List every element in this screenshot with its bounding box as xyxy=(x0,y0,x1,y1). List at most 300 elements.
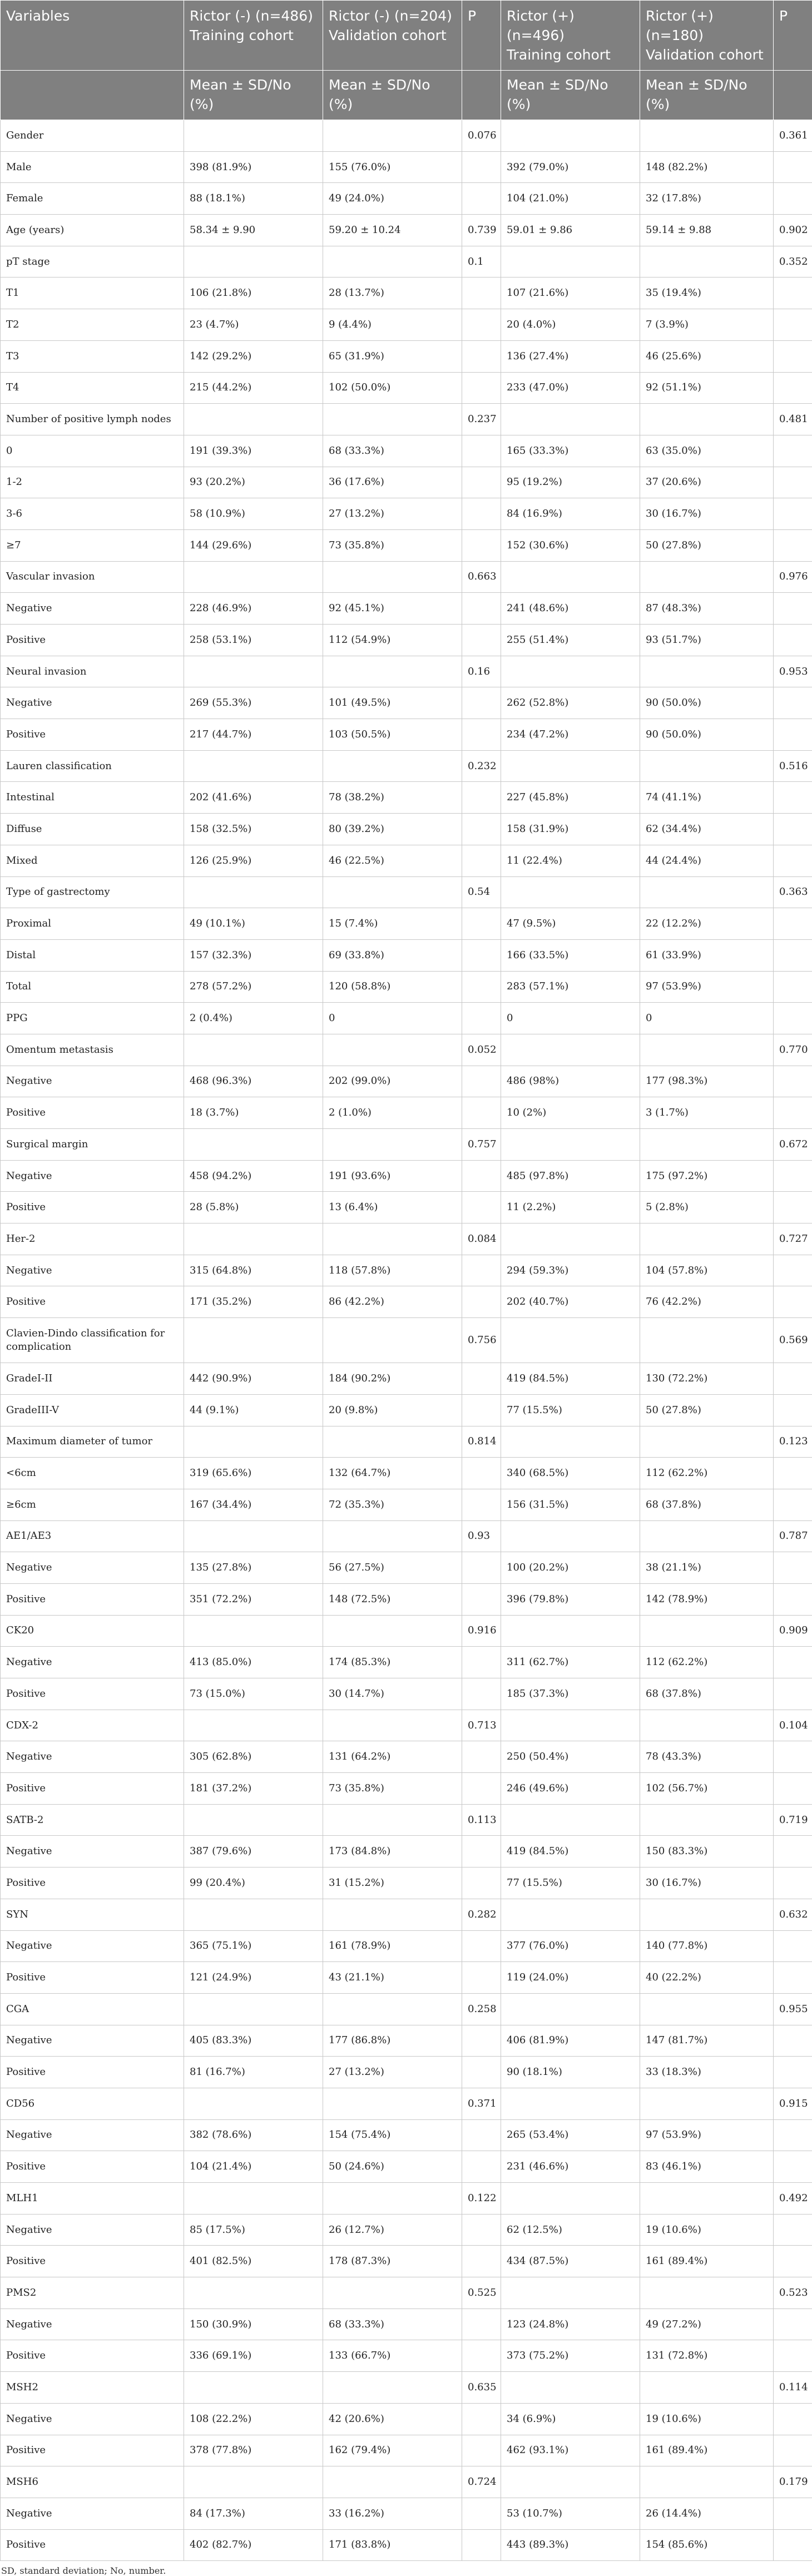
cell-p-neg xyxy=(462,1962,501,1994)
cell-p-pos xyxy=(774,309,812,341)
cell-variable: GradeIII-V xyxy=(1,1394,184,1426)
cell-neg-training xyxy=(184,2372,323,2404)
cell-pos-training: 185 (37.3%) xyxy=(501,1678,640,1710)
table-row xyxy=(1,1160,812,1192)
cell-pos-training: 136 (27.4%) xyxy=(501,340,640,372)
cell-p-neg: 0.54 xyxy=(462,876,501,908)
table-row xyxy=(1,593,812,625)
cell-p-pos xyxy=(774,372,812,404)
cell-neg-training: 73 (15.0%) xyxy=(184,1678,323,1710)
cell-p-neg xyxy=(462,2151,501,2183)
cell-neg-training: 405 (83.3%) xyxy=(184,2025,323,2057)
cell-p-pos xyxy=(774,814,812,845)
cell-p-pos: 0.179 xyxy=(774,2466,812,2498)
cell-pos-training: 166 (33.5%) xyxy=(501,939,640,971)
cell-pos-validation xyxy=(640,404,774,435)
cell-neg-validation: 30 (14.7%) xyxy=(323,1678,462,1710)
cell-neg-training: 88 (18.1%) xyxy=(184,183,323,215)
cell-pos-validation: 93 (51.7%) xyxy=(640,625,774,656)
cell-p-neg xyxy=(462,687,501,719)
cell-pos-validation: 131 (72.8%) xyxy=(640,2340,774,2372)
cell-neg-validation xyxy=(323,2183,462,2215)
cell-neg-validation: 102 (50.0%) xyxy=(323,372,462,404)
cell-pos-training: 152 (30.6%) xyxy=(501,529,640,561)
cell-pos-training: 20 (4.0%) xyxy=(501,309,640,341)
cell-neg-validation: 80 (39.2%) xyxy=(323,814,462,845)
cell-variable: Positive xyxy=(1,2151,184,2183)
cell-pos-validation: 175 (97.2%) xyxy=(640,1160,774,1192)
header-p-neg: P xyxy=(462,1,501,71)
cell-neg-validation: 27 (13.2%) xyxy=(323,498,462,530)
table-row xyxy=(1,1962,812,1994)
cell-neg-training: 85 (17.5%) xyxy=(184,2214,323,2246)
cell-variable: Positive xyxy=(1,1867,184,1899)
cell-neg-validation: 112 (54.9%) xyxy=(323,625,462,656)
cell-pos-training: 234 (47.2%) xyxy=(501,719,640,751)
cell-neg-training: 336 (69.1%) xyxy=(184,2340,323,2372)
cell-neg-training: 158 (32.5%) xyxy=(184,814,323,845)
cell-variable: Positive xyxy=(1,2057,184,2088)
cell-pos-training: 231 (46.6%) xyxy=(501,2151,640,2183)
cell-pos-validation: 142 (78.9%) xyxy=(640,1583,774,1615)
cell-neg-validation xyxy=(323,1899,462,1930)
cell-pos-training: 104 (21.0%) xyxy=(501,183,640,215)
table-row xyxy=(1,561,812,593)
cell-p-pos: 0.363 xyxy=(774,876,812,908)
table-row xyxy=(1,1552,812,1584)
table-row xyxy=(1,1097,812,1129)
cell-pos-validation xyxy=(640,2372,774,2404)
cell-p-neg xyxy=(462,498,501,530)
cell-neg-training xyxy=(184,656,323,687)
cell-pos-validation: 112 (62.2%) xyxy=(640,1647,774,1678)
cell-neg-training: 84 (17.3%) xyxy=(184,2498,323,2529)
cell-pos-validation: 104 (57.8%) xyxy=(640,1255,774,1286)
cell-p-neg xyxy=(462,2057,501,2088)
table-row xyxy=(1,435,812,467)
cell-p-neg xyxy=(462,309,501,341)
cell-pos-training xyxy=(501,1520,640,1552)
cell-p-pos: 0.361 xyxy=(774,120,812,152)
cell-p-pos: 0.902 xyxy=(774,215,812,246)
table-row xyxy=(1,1993,812,2025)
cell-pos-training: 90 (18.1%) xyxy=(501,2057,640,2088)
cell-pos-validation: 140 (77.8%) xyxy=(640,1930,774,1962)
cell-pos-validation: 38 (21.1%) xyxy=(640,1552,774,1584)
cell-neg-validation: 49 (24.0%) xyxy=(323,183,462,215)
cell-p-pos: 0.104 xyxy=(774,1710,812,1741)
cell-pos-validation: 68 (37.8%) xyxy=(640,1678,774,1710)
cell-p-pos xyxy=(774,2309,812,2340)
cell-variable: MLH1 xyxy=(1,2183,184,2215)
table-row xyxy=(1,2340,812,2372)
cell-pos-training: 59.01 ± 9.86 xyxy=(501,215,640,246)
cell-variable: CK20 xyxy=(1,1615,184,1647)
cell-neg-training xyxy=(184,1318,323,1363)
cell-neg-training xyxy=(184,246,323,278)
cell-neg-training: 228 (46.9%) xyxy=(184,593,323,625)
cell-neg-validation: 20 (9.8%) xyxy=(323,1394,462,1426)
cell-neg-training: 382 (78.6%) xyxy=(184,2119,323,2151)
cell-p-neg xyxy=(462,529,501,561)
table-row xyxy=(1,151,812,183)
cell-pos-training: 419 (84.5%) xyxy=(501,1836,640,1867)
cell-pos-validation: 102 (56.7%) xyxy=(640,1773,774,1805)
cell-neg-training: 305 (62.8%) xyxy=(184,1741,323,1773)
cell-neg-validation xyxy=(323,2466,462,2498)
cell-pos-validation: 97 (53.9%) xyxy=(640,971,774,1003)
cell-neg-validation: 68 (33.3%) xyxy=(323,2309,462,2340)
table-row xyxy=(1,215,812,246)
cell-variable: T4 xyxy=(1,372,184,404)
subheader-col2: Mean ± SD/No (%) xyxy=(323,71,462,120)
cell-variable: GradeI-II xyxy=(1,1363,184,1395)
cell-variable: T1 xyxy=(1,278,184,309)
cell-p-neg xyxy=(462,1647,501,1678)
cell-p-pos xyxy=(774,2214,812,2246)
cell-neg-validation: 2 (1.0%) xyxy=(323,1097,462,1129)
cell-pos-training: 156 (31.5%) xyxy=(501,1489,640,1520)
cell-neg-training: 458 (94.2%) xyxy=(184,1160,323,1192)
cell-variable: AE1/AE3 xyxy=(1,1520,184,1552)
cell-neg-training: 121 (24.9%) xyxy=(184,1962,323,1994)
table-row xyxy=(1,2214,812,2246)
cell-neg-training: 126 (25.9%) xyxy=(184,845,323,876)
cell-neg-validation: 69 (33.8%) xyxy=(323,939,462,971)
cell-p-neg xyxy=(462,1552,501,1584)
cell-neg-training: 319 (65.6%) xyxy=(184,1458,323,1489)
cell-p-pos xyxy=(774,1363,812,1395)
cell-neg-training: 442 (90.9%) xyxy=(184,1363,323,1395)
cell-pos-validation: 32 (17.8%) xyxy=(640,183,774,215)
cell-neg-training xyxy=(184,120,323,152)
cell-p-neg xyxy=(462,2529,501,2561)
cell-neg-training: 81 (16.7%) xyxy=(184,2057,323,2088)
cell-pos-training xyxy=(501,750,640,782)
cell-p-pos: 0.953 xyxy=(774,656,812,687)
table-row xyxy=(1,1034,812,1066)
cell-neg-training: 215 (44.2%) xyxy=(184,372,323,404)
cell-p-neg xyxy=(462,845,501,876)
cell-pos-training xyxy=(501,404,640,435)
cell-neg-validation: 78 (38.2%) xyxy=(323,782,462,814)
cell-variable: Negative xyxy=(1,2025,184,2057)
cell-neg-training xyxy=(184,404,323,435)
table-row xyxy=(1,845,812,876)
cell-p-neg xyxy=(462,1489,501,1520)
table-row xyxy=(1,1426,812,1458)
cell-pos-training: 377 (76.0%) xyxy=(501,1930,640,1962)
cell-pos-training xyxy=(501,2088,640,2119)
cell-p-neg: 0.052 xyxy=(462,1034,501,1066)
cell-variable: Negative xyxy=(1,593,184,625)
subheader-col4: Mean ± SD/No (%) xyxy=(501,71,640,120)
cell-pos-training: 0 xyxy=(501,1003,640,1034)
footnote: SD, standard deviation; No, number. xyxy=(0,2561,812,2576)
cell-neg-training: 93 (20.2%) xyxy=(184,467,323,498)
table-row xyxy=(1,1678,812,1710)
header-p-pos: P xyxy=(774,1,812,71)
cell-neg-validation: 162 (79.4%) xyxy=(323,2435,462,2466)
cell-pos-validation: 37 (20.6%) xyxy=(640,467,774,498)
cell-neg-training: 171 (35.2%) xyxy=(184,1286,323,1318)
table-row xyxy=(1,1741,812,1773)
cell-pos-validation: 7 (3.9%) xyxy=(640,309,774,341)
cell-pos-training: 311 (62.7%) xyxy=(501,1647,640,1678)
cell-pos-training xyxy=(501,1223,640,1255)
cell-neg-training: 278 (57.2%) xyxy=(184,971,323,1003)
cell-p-neg xyxy=(462,183,501,215)
cell-pos-validation xyxy=(640,1804,774,1836)
table-row xyxy=(1,2025,812,2057)
table-row xyxy=(1,2119,812,2151)
cell-variable: Positive xyxy=(1,1286,184,1318)
cell-neg-training: 401 (82.5%) xyxy=(184,2246,323,2277)
cell-variable: Positive xyxy=(1,1773,184,1805)
cell-neg-training: 217 (44.7%) xyxy=(184,719,323,751)
table-row xyxy=(1,2403,812,2435)
table-row xyxy=(1,529,812,561)
cell-neg-training: 398 (81.9%) xyxy=(184,151,323,183)
cell-p-pos xyxy=(774,1192,812,1223)
cell-neg-validation xyxy=(323,561,462,593)
cell-neg-validation: 173 (84.8%) xyxy=(323,1836,462,1867)
cell-p-neg: 0.113 xyxy=(462,1804,501,1836)
cell-neg-training: 23 (4.7%) xyxy=(184,309,323,341)
cell-p-neg xyxy=(462,1097,501,1129)
cell-variable: Maximum diameter of tumor xyxy=(1,1426,184,1458)
cell-neg-training xyxy=(184,1129,323,1161)
cell-neg-training xyxy=(184,1899,323,1930)
cell-neg-training: 99 (20.4%) xyxy=(184,1867,323,1899)
cell-variable: CGA xyxy=(1,1993,184,2025)
cell-pos-training: 84 (16.9%) xyxy=(501,498,640,530)
cell-pos-training: 107 (21.6%) xyxy=(501,278,640,309)
cell-pos-validation: 90 (50.0%) xyxy=(640,687,774,719)
cell-variable: SATB-2 xyxy=(1,1804,184,1836)
cell-p-neg: 0.916 xyxy=(462,1615,501,1647)
cell-p-pos xyxy=(774,2435,812,2466)
cell-p-pos xyxy=(774,1394,812,1426)
cell-neg-validation: 132 (64.7%) xyxy=(323,1458,462,1489)
cell-neg-validation xyxy=(323,1129,462,1161)
cell-p-pos: 0.352 xyxy=(774,246,812,278)
cell-pos-validation xyxy=(640,120,774,152)
cell-p-pos xyxy=(774,845,812,876)
cell-p-neg: 0.1 xyxy=(462,246,501,278)
cell-neg-training xyxy=(184,1426,323,1458)
cell-variable: Distal xyxy=(1,939,184,971)
table-row xyxy=(1,1867,812,1899)
cell-pos-validation: 148 (82.2%) xyxy=(640,151,774,183)
cell-p-pos xyxy=(774,2025,812,2057)
cell-pos-training: 396 (79.8%) xyxy=(501,1583,640,1615)
cell-pos-training xyxy=(501,1034,640,1066)
cell-neg-validation: 174 (85.3%) xyxy=(323,1647,462,1678)
cell-pos-training: 227 (45.8%) xyxy=(501,782,640,814)
cell-neg-validation: 101 (49.5%) xyxy=(323,687,462,719)
cell-neg-validation: 118 (57.8%) xyxy=(323,1255,462,1286)
cell-variable: Female xyxy=(1,183,184,215)
cell-p-pos: 0.719 xyxy=(774,1804,812,1836)
cell-p-neg: 0.525 xyxy=(462,2277,501,2309)
cell-pos-validation xyxy=(640,246,774,278)
table-row xyxy=(1,498,812,530)
cell-p-pos xyxy=(774,1741,812,1773)
table-row xyxy=(1,1394,812,1426)
cell-pos-training xyxy=(501,2466,640,2498)
cell-variable: Positive xyxy=(1,625,184,656)
cell-neg-training: 28 (5.8%) xyxy=(184,1192,323,1223)
cell-p-neg xyxy=(462,2119,501,2151)
cell-variable: 3-6 xyxy=(1,498,184,530)
cell-p-neg xyxy=(462,340,501,372)
cell-pos-training xyxy=(501,876,640,908)
cell-pos-validation xyxy=(640,1426,774,1458)
cell-p-neg: 0.814 xyxy=(462,1426,501,1458)
cell-neg-training: 142 (29.2%) xyxy=(184,340,323,372)
cell-p-neg xyxy=(462,782,501,814)
cell-variable: <6cm xyxy=(1,1458,184,1489)
table-row xyxy=(1,1930,812,1962)
cell-variable: ≥7 xyxy=(1,529,184,561)
cell-pos-training: 77 (15.5%) xyxy=(501,1394,640,1426)
cell-pos-validation: 44 (24.4%) xyxy=(640,845,774,876)
cell-p-pos xyxy=(774,971,812,1003)
cell-pos-validation: 0 xyxy=(640,1003,774,1034)
cell-variable: Proximal xyxy=(1,908,184,940)
cell-pos-validation: 26 (14.4%) xyxy=(640,2498,774,2529)
cell-p-neg xyxy=(462,2309,501,2340)
cell-p-neg: 0.713 xyxy=(462,1710,501,1741)
cell-p-neg: 0.756 xyxy=(462,1318,501,1363)
cell-pos-validation: 19 (10.6%) xyxy=(640,2403,774,2435)
table-row xyxy=(1,1286,812,1318)
table-row xyxy=(1,2498,812,2529)
cell-variable: Neural invasion xyxy=(1,656,184,687)
cell-pos-training: 47 (9.5%) xyxy=(501,908,640,940)
table-row xyxy=(1,939,812,971)
cell-neg-validation: 56 (27.5%) xyxy=(323,1552,462,1584)
cell-pos-training xyxy=(501,1804,640,1836)
cell-variable: Type of gastrectomy xyxy=(1,876,184,908)
table-row xyxy=(1,876,812,908)
cell-variable: Negative xyxy=(1,2119,184,2151)
cell-p-neg xyxy=(462,1003,501,1034)
cell-neg-training: 106 (21.8%) xyxy=(184,278,323,309)
cell-pos-validation xyxy=(640,1129,774,1161)
cell-pos-training: 246 (49.6%) xyxy=(501,1773,640,1805)
cell-pos-training: 462 (93.1%) xyxy=(501,2435,640,2466)
cell-p-neg xyxy=(462,939,501,971)
cell-pos-training xyxy=(501,1129,640,1161)
cell-pos-training: 486 (98%) xyxy=(501,1066,640,1097)
table-row xyxy=(1,687,812,719)
cell-variable: Vascular invasion xyxy=(1,561,184,593)
cell-p-pos: 0.569 xyxy=(774,1318,812,1363)
cell-pos-validation: 147 (81.7%) xyxy=(640,2025,774,2057)
cell-p-pos: 0.523 xyxy=(774,2277,812,2309)
cell-neg-training: 202 (41.6%) xyxy=(184,782,323,814)
cell-p-pos: 0.915 xyxy=(774,2088,812,2119)
cell-p-pos xyxy=(774,467,812,498)
cell-p-neg: 0.076 xyxy=(462,120,501,152)
cell-p-pos xyxy=(774,2151,812,2183)
subheader-blank xyxy=(1,71,184,120)
table-row xyxy=(1,2151,812,2183)
cell-p-pos xyxy=(774,1583,812,1615)
cell-p-pos: 0.672 xyxy=(774,1129,812,1161)
cell-pos-validation: 50 (27.8%) xyxy=(640,529,774,561)
cell-neg-validation: 26 (12.7%) xyxy=(323,2214,462,2246)
cell-neg-training: 167 (34.4%) xyxy=(184,1489,323,1520)
cell-neg-validation: 103 (50.5%) xyxy=(323,719,462,751)
cell-pos-training: 53 (10.7%) xyxy=(501,2498,640,2529)
cell-pos-validation: 40 (22.2%) xyxy=(640,1962,774,1994)
table-row xyxy=(1,2466,812,2498)
cell-p-pos xyxy=(774,1867,812,1899)
cell-pos-validation xyxy=(640,1223,774,1255)
cell-p-pos xyxy=(774,2119,812,2151)
cell-variable: Total xyxy=(1,971,184,1003)
cell-p-neg xyxy=(462,1678,501,1710)
cell-pos-training xyxy=(501,246,640,278)
cell-neg-validation: 59.20 ± 10.24 xyxy=(323,215,462,246)
cell-p-pos xyxy=(774,2403,812,2435)
cell-pos-training: 233 (47.0%) xyxy=(501,372,640,404)
table-row xyxy=(1,1129,812,1161)
cell-pos-training xyxy=(501,1710,640,1741)
cell-neg-validation: 86 (42.2%) xyxy=(323,1286,462,1318)
cell-p-neg xyxy=(462,1773,501,1805)
cell-pos-validation: 161 (89.4%) xyxy=(640,2435,774,2466)
cell-neg-validation: 65 (31.9%) xyxy=(323,340,462,372)
cell-pos-validation: 161 (89.4%) xyxy=(640,2246,774,2277)
cell-pos-validation: 92 (51.1%) xyxy=(640,372,774,404)
cell-variable: Number of positive lymph nodes xyxy=(1,404,184,435)
table-row xyxy=(1,2088,812,2119)
cell-p-pos xyxy=(774,278,812,309)
cell-p-pos xyxy=(774,719,812,751)
cell-neg-validation: 0 xyxy=(323,1003,462,1034)
cell-p-neg xyxy=(462,467,501,498)
cell-neg-validation xyxy=(323,1223,462,1255)
table-body xyxy=(1,120,812,2561)
cell-pos-training: 255 (51.4%) xyxy=(501,625,640,656)
cell-neg-training: 135 (27.8%) xyxy=(184,1552,323,1584)
table-row xyxy=(1,340,812,372)
cell-variable: Positive xyxy=(1,2529,184,2561)
cell-pos-training: 158 (31.9%) xyxy=(501,814,640,845)
cell-pos-validation: 62 (34.4%) xyxy=(640,814,774,845)
table-row xyxy=(1,2246,812,2277)
cell-neg-validation: 131 (64.2%) xyxy=(323,1741,462,1773)
cell-pos-training xyxy=(501,2183,640,2215)
cell-variable: Negative xyxy=(1,2214,184,2246)
cell-p-pos xyxy=(774,908,812,940)
cell-neg-validation: 72 (35.3%) xyxy=(323,1489,462,1520)
cell-p-neg xyxy=(462,1836,501,1867)
cell-p-pos xyxy=(774,1930,812,1962)
table-row xyxy=(1,2277,812,2309)
table-row xyxy=(1,971,812,1003)
cell-pos-validation xyxy=(640,876,774,908)
cell-neg-training xyxy=(184,2466,323,2498)
header-rictor-neg-validation: Rictor (-) (n=204) Validation cohort xyxy=(323,1,462,71)
cell-pos-training: 392 (79.0%) xyxy=(501,151,640,183)
cell-neg-training: 351 (72.2%) xyxy=(184,1583,323,1615)
cell-variable: Negative xyxy=(1,1836,184,1867)
